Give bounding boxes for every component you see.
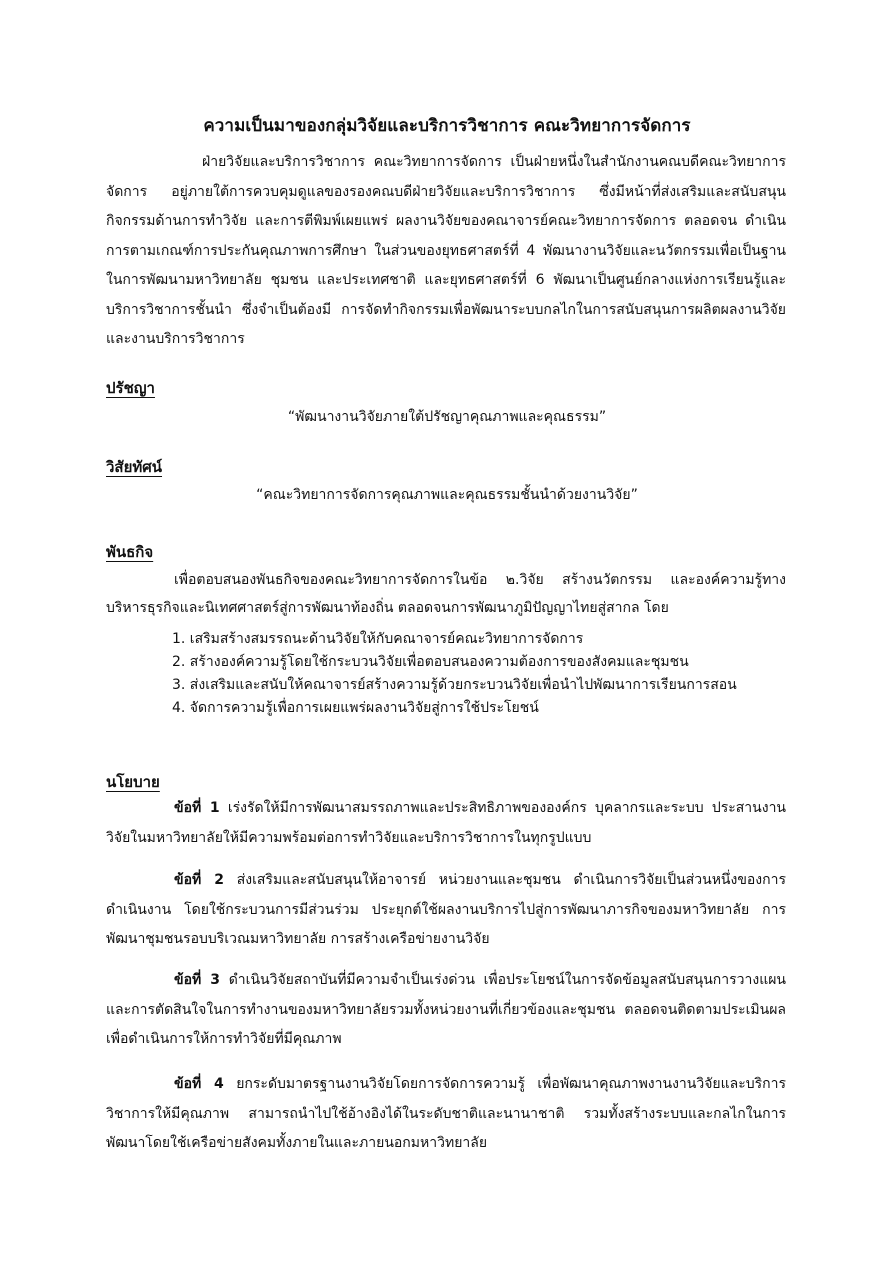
policy-label: ข้อที่ 2 [174,872,225,888]
philosophy-heading: ปรัชญา [106,379,155,397]
policy-item [106,794,786,853]
mission-list [172,628,792,720]
intro-paragraph [106,148,786,355]
vision-statement: “คณะวิทยาการจัดการคุณภาพและคุณธรรมชั้นนำด้วยงานวิจัย” [256,487,638,503]
policy-item [106,1070,786,1159]
policy-label: ข้อที่ 1 [174,800,220,816]
policy-text: เร่งรัดให้มีการพัฒนาสมรรถภาพและประสิทธิภาพขององค์กร บุคลากรและระบบ ประสานงานวิจัยในมหาวิทยาลัยให้มีความพร้อมต่อการทำวิจัยและบริการวิชาการในทุกรูปแบบ [106,800,786,846]
list-item: 1. เสริมสร้างสมรรถนะด้านวิจัยให้กับคณาจารย์คณะวิทยาการจัดการ [172,631,584,647]
policy-text: ดำเนินวิจัยสถาบันที่มีความจำเป็นเร่งด่วน เพื่อประโยชน์ในการจัดข้อมูลสนับสนุนการวางแผนและการตัดสินใจในการทำงานของมหาวิทยาลัยรวมทั้งหน่วยงานที่เกี่ยวข้องและชุมชน ตลอดจนติดตามประเมินผล เพื่อดำเนินการให้การทำวิจัยที่มีคุณภาพ [106,972,786,1047]
mission-text: เพื่อตอบสนองพันธกิจของคณะวิทยาการจัดการในข้อ ๒.วิจัย สร้างนวัตกรรม และองค์ความรู้ทางบริหารธุรกิจและนิเทศศาสตร์สู่การพัฒนาท้องถิ่น ตลอดจนการพัฒนาภูมิปัญญาไทยสู่สากล โดย [106,572,786,616]
policy-item [106,966,786,1055]
philosophy-statement: “พัฒนางานวิจัยภายใต้ปรัชญาคุณภาพและคุณธรรม” [287,409,607,425]
list-item: 4. จัดการความรู้เพื่อการเผยแพร่ผลงานวิจัยสู่การใช้ประโยชน์ [172,700,539,716]
policy-label: ข้อที่ 3 [174,972,221,988]
policy-item [106,866,786,955]
policy-label: ข้อที่ 4 [174,1076,224,1092]
mission-paragraph [106,566,786,622]
mission-heading: พันธกิจ [106,543,154,561]
list-item: 2. สร้างองค์ความรู้โดยใช้กระบวนวิจัยเพื่อตอบสนองความต้องการของสังคมและชุมชน [172,654,689,670]
policy-text: ส่งเสริมและสนับสนุนให้อาจารย์ หน่วยงานและชุมชน ดำเนินการวิจัยเป็นส่วนหนึ่งของการดำเนินงาน โดยใช้กระบวนการมีส่วนร่วม ประยุกต์ใช้ผลงานบริการไปสู่การพัฒนาภารกิจของมหาวิทยาลัย การพัฒนาชุมชนรอบบริเวณมหาวิทยาลัย การสร้างเครือข่ายงานวิจัย [106,872,787,947]
policy-text: ยกระดับมาตรฐานงานวิจัยโดยการจัดการความรู้ เพื่อพัฒนาคุณภาพงานงานวิจัยและบริการวิชาการให้มีคุณภาพ สามารถนำไปใช้อ้างอิงได้ในระดับชาติและนานาชาติ รวมทั้งสร้างระบบและกลไกในการพัฒนาโดยใช้เครือข่ายสังคมทั้งภายในและภายนอกมหาวิทยาลัย [106,1076,786,1151]
list-item: 3. ส่งเสริมและสนับให้คณาจารย์สร้างความรู้ด้วยกระบวนวิจัยเพื่อนำไปพัฒนาการเรียนการสอน [172,677,737,693]
intro-text: ฝ่ายวิจัยและบริการวิชาการ คณะวิทยาการจัดการ เป็นฝ่ายหนึ่งในสำนักงานคณบดีคณะวิทยาการ จัดการ อยู่ภายใต้การควบคุมดูแลของรองคณบดีฝ่ายวิจัยและบริการวิชาการ ซึ่งมีหน้าที่ส่งเสริมและสนับสนุน กิจกรรมด้านการทำวิจัย และการตีพิมพ์เผยแพร่ ผลงานวิจัยของคณาจารย์คณะวิทยาการจัดการ ตลอดจน ดำเนินการตามเกณฑ์การประกันคุณภาพการศึกษา ในส่วนของยุทธศาสตร์ที่ 4 พัฒนางานวิจัยและนวัตกรรมเพื่อเป็นฐานในการพัฒนามหาวิทยาลัย ชุมชน และประเทศชาติ และยุทธศาสตร์ที่ 6 พัฒนาเป็นศูนย์กลางแห่งการเรียนรู้และบริการวิชาการชั้นนำ ซึ่งจำเป็นต้องมี การจัดทำกิจกรรมเพื่อพัฒนาระบบกลไกในการสนับสนุนการผลิตผลงานวิจัยและงานบริการวิชาการ [106,154,786,347]
document-title: ความเป็นมาของกลุ่มวิจัยและบริการวิชาการ คณะวิทยาการจัดการ [203,116,691,136]
policy-heading: นโยบาย [106,773,160,791]
vision-heading: วิสัยทัศน์ [106,458,163,476]
